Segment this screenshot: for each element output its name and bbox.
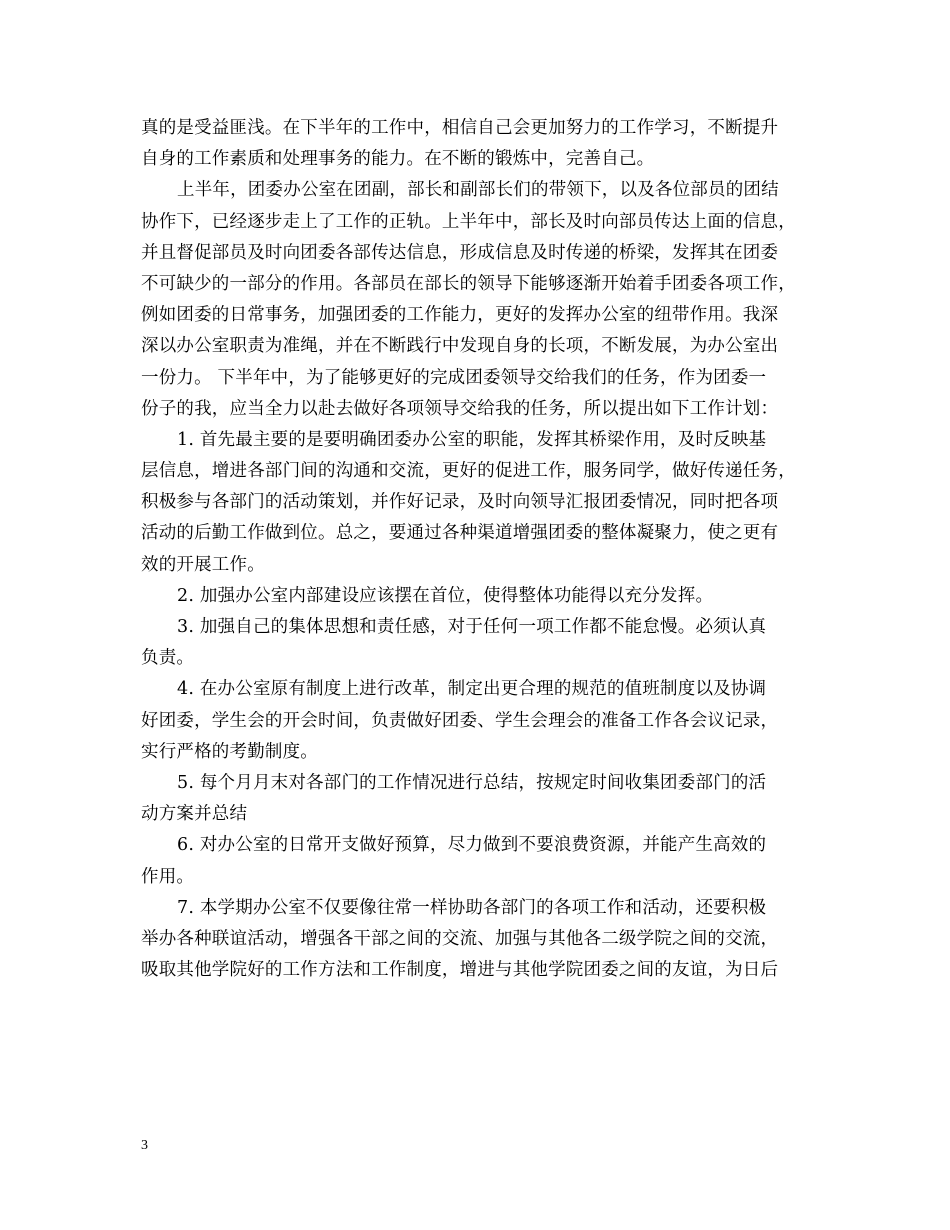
- text-line: 7. 本学期办公室不仅要像往常一样协助各部门的各项工作和活动，还要积极: [177, 897, 767, 918]
- text-line: 层信息，增进各部门间的沟通和交流，更好的促进工作，服务同学，做好传递任务，: [141, 461, 796, 482]
- text-line: 1. 首先最主要的是要明确团委办公室的职能，发挥其桥梁作用，及时反映基: [177, 429, 767, 450]
- page-number: 3: [141, 1138, 148, 1153]
- text-line: 举办各种联谊活动，增强各干部之间的交流、加强与其他各二级学院之间的交流，: [141, 928, 779, 949]
- text-line: 一份力。 下半年中，为了能够更好的完成团委领导交给我们的任务，作为团委一: [141, 367, 767, 388]
- text-line: 负责。: [141, 648, 195, 669]
- text-line: 积极参与各部门的活动策划，并作好记录，及时向领导汇报团委情况，同时把各项: [141, 492, 779, 513]
- text-line: 2. 加强办公室内部建设应该摆在首位，使得整体功能得以充分发挥。: [177, 585, 714, 606]
- text-line: 例如团委的日常事务，加强团委的工作能力，更好的发挥办公室的纽带作用。我深: [141, 305, 779, 326]
- text-line: 6. 对办公室的日常开支做好预算，尽力做到不要浪费资源，并能产生高效的: [177, 835, 767, 856]
- text-line: 不可缺少的一部分的作用。各部员在部长的领导下能够逐渐开始着手团委各项工作，: [141, 273, 796, 294]
- text-line: 活动的后勤工作做到位。总之，要通过各种渠道增强团委的整体凝聚力，使之更有: [141, 523, 779, 544]
- text-line: 协作下，已经逐步走上了工作的正轨。上半年中，部长及时向部员传达上面的信息，: [141, 211, 796, 232]
- text-line: 好团委，学生会的开会时间，负责做好团委、学生会理会的准备工作各会议记录，: [141, 710, 779, 731]
- text-line: 吸取其他学院好的工作方法和工作制度，增进与其他学院团委之间的友谊，为日后: [141, 960, 779, 981]
- text-line: 效的开展工作。: [141, 554, 265, 575]
- text-line: 上半年，团委办公室在团副，部长和副部长们的带领下，以及各位部员的团结: [177, 180, 779, 201]
- text-line: 自身的工作素质和处理事务的能力。在不断的锻炼中，完善自己。: [141, 149, 655, 170]
- text-line: 动方案并总结: [141, 804, 248, 825]
- text-line: 份子的我，应当全力以赴去做好各项领导交给我的任务，所以提出如下工作计划：: [141, 398, 779, 419]
- text-line: 并且督促部员及时向团委各部传达信息，形成信息及时传递的桥梁，发挥其在团委: [141, 242, 779, 263]
- text-line: 4. 在办公室原有制度上进行改革，制定出更合理的规范的值班制度以及协调: [177, 679, 767, 700]
- text-line: 深以办公室职责为准绳，并在不断践行中发现自身的长项，不断发展，为办公室出: [141, 336, 779, 357]
- text-line: 实行严格的考勤制度。: [141, 741, 318, 762]
- text-line: 作用。: [141, 866, 195, 887]
- text-line: 3. 加强自己的集体思想和责任感，对于任何一项工作都不能怠慢。必须认真: [177, 617, 767, 637]
- text-line: 真的是受益匪浅。在下半年的工作中，相信自己会更加努力的工作学习，不断提升: [141, 118, 779, 138]
- text-line: 5. 每个月月末对各部门的工作情况进行总结，按规定时间收集团委部门的活: [177, 772, 767, 793]
- document-body: [141, 113, 811, 986]
